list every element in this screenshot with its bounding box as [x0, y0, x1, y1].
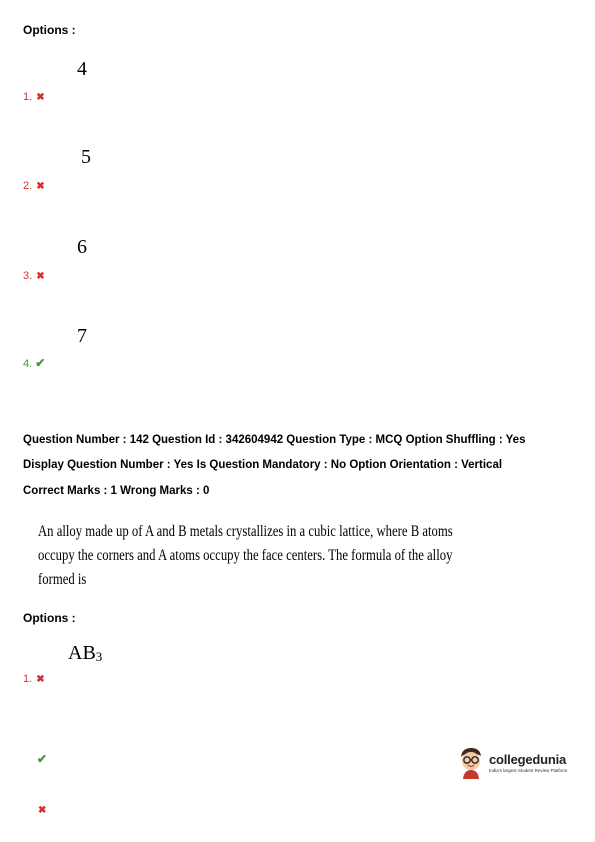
question-text-line: An alloy made up of A and B metals crystallizes in a cubic lattice, where B atoms	[38, 523, 453, 540]
options-heading: Options :	[23, 611, 76, 625]
option-number: 1.	[23, 673, 33, 685]
option-value: 4	[77, 58, 87, 80]
option-row-1	[23, 669, 45, 687]
option-value: 5	[81, 146, 91, 168]
question-meta-line-3: Correct Marks : 1 Wrong Marks : 0	[23, 485, 210, 497]
wrong-icon: ✖	[36, 271, 45, 282]
wrong-icon: ✖	[36, 92, 45, 103]
options-heading: Options :	[23, 23, 76, 37]
option-row-2	[23, 176, 45, 194]
option-number: 4.	[23, 358, 33, 370]
question-meta-line-2: Display Question Number : Yes Is Question Mandatory : No Option Orientation : Vertical	[23, 459, 503, 471]
logo-name: collegedunia	[489, 751, 567, 767]
option-value: 7	[77, 325, 87, 347]
option-formula	[68, 642, 102, 665]
formula-subscript: 3	[95, 649, 103, 664]
option-number: 3.	[23, 270, 33, 282]
collegedunia-logo	[456, 745, 567, 779]
option-row-1	[23, 87, 45, 105]
formula-main: AB	[68, 642, 96, 664]
option-number: 2.	[23, 180, 33, 192]
option-row-4	[23, 354, 45, 372]
option-row-partial	[34, 750, 47, 768]
wrong-icon: ✖	[36, 674, 45, 685]
question-text-line: occupy the corners and A atoms occupy the face centers. The formula of the alloy	[38, 547, 453, 564]
question-meta-line-1: Question Number : 142 Question Id : 342604942 Question Type : MCQ Option Shuffling : Yes	[23, 434, 526, 446]
question-text-line: formed is	[38, 571, 87, 588]
option-row-3	[23, 266, 45, 284]
check-icon: ✔	[37, 752, 48, 766]
question-text	[38, 520, 464, 592]
check-icon: ✔	[35, 356, 46, 370]
option-number: 1.	[23, 91, 33, 103]
logo-tagline: India's largest Student Review Platform	[489, 767, 568, 773]
wrong-icon: ✖	[38, 805, 47, 816]
wrong-icon: ✖	[36, 181, 45, 192]
option-value: 6	[77, 236, 87, 258]
mascot-icon	[456, 745, 486, 779]
option-row-partial	[34, 800, 46, 818]
